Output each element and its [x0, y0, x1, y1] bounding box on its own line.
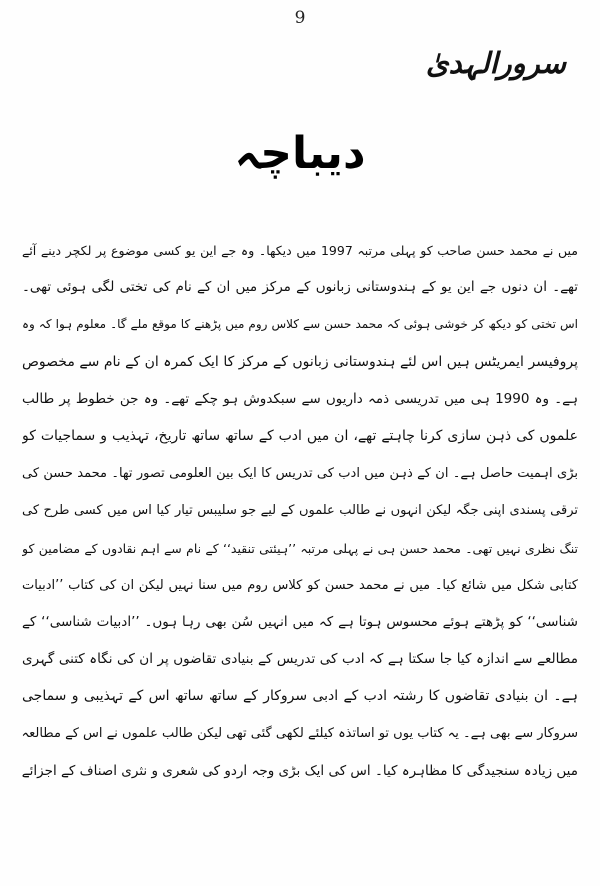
- text-line: اس تختی کو دیکھ کر خوشی ہوئی کہ محمد حسن سے کلاس روم میں پڑھنے کا موقع ملے گا۔ معلوم ہوا کہ وہ: [22, 317, 578, 332]
- text-line: میں زیادہ سنجیدگی کا مظاہرہ کیا۔ اس کی ایک بڑی وجہ اردو کی شعری و نثری اصناف کے اجزائے: [22, 762, 578, 779]
- author-name: سرورالہدیٰ: [425, 46, 566, 80]
- text-line: تنگ نظری نہیں تھی۔ محمد حسن ہی نے پہلی مرتبہ ’’ہیئتی تنقید‘‘ کے نام سے اہم نقادوں کے مضامین کو: [22, 540, 578, 556]
- text-line: ترقی پسندی اپنی جگہ لیکن انہوں نے طالب علموں کے لیے جو سلیبس تیار کیا اس میں کسی طرح کی: [22, 503, 578, 519]
- text-line: تھے۔ ان دنوں جے این یو کے ہندوستانی زبانوں کے مرکز میں ان کے نام کی تختی لگی ہوئی تھی۔: [22, 279, 578, 296]
- text-line: ہے۔ وہ 1990 ہی میں تدریسی ذمہ داریوں سے سبکدوش ہو چکے تھے۔ وہ جن خطوط پر طالب: [22, 390, 578, 407]
- text-line: پروفیسر ایمریٹس ہیں اس لئے ہندوستانی زبانوں کے مرکز کا ایک کمرہ ان کے نام سے مخصوص: [22, 353, 578, 370]
- text-line: مطالعے سے اندازہ کیا جا سکتا ہے کہ ادب کی تدریس کے بنیادی تقاضوں پر ان کی نگاہ کتنی گہری: [22, 651, 578, 668]
- body-text: [22, 232, 578, 882]
- text-line: سروکار سے بھی ہے۔ یہ کتاب یوں تو اساتذہ کیلئے لکھی گئی تھی لیکن طالب علموں نے اس کے مطالعہ: [22, 726, 578, 742]
- chapter-title: دیباچہ: [234, 128, 366, 179]
- text-line: میں نے محمد حسن صاحب کو پہلی مرتبہ 1997 میں دیکھا۔ وہ جے این یو کسی موضوع پر لکچر دینے آئے: [22, 243, 578, 258]
- text-line: کتابی شکل میں شائع کیا۔ میں نے محمد حسن کو کلاس روم میں سنا نہیں لیکن ان کی کتاب ’’ادبیات: [22, 577, 578, 593]
- page-number: 9: [294, 8, 306, 28]
- text-line: شناسی‘‘ کو پڑھتے ہوئے محسوس ہوتا ہے کہ میں انہیں سُن بھی رہا ہوں۔ ’’ادبیات شناسی‘‘ کے: [22, 613, 578, 630]
- text-line: بڑی اہمیت حاصل ہے۔ ان کے ذہن میں ادب کی تدریس کا ایک بین العلومی تصور تھا۔ محمد حسن کی: [22, 466, 578, 482]
- text-line: علموں کی ذہن سازی کرنا چاہتے تھے، ان میں ادب کے ساتھ ساتھ تاریخ، تہذیب و سماجیات کو: [22, 427, 578, 444]
- text-line: ہے۔ ان بنیادی تقاضوں کا رشتہ ادب کے ادبی سروکار کے ساتھ ساتھ اس کے تہذیبی و سماجی: [22, 688, 578, 705]
